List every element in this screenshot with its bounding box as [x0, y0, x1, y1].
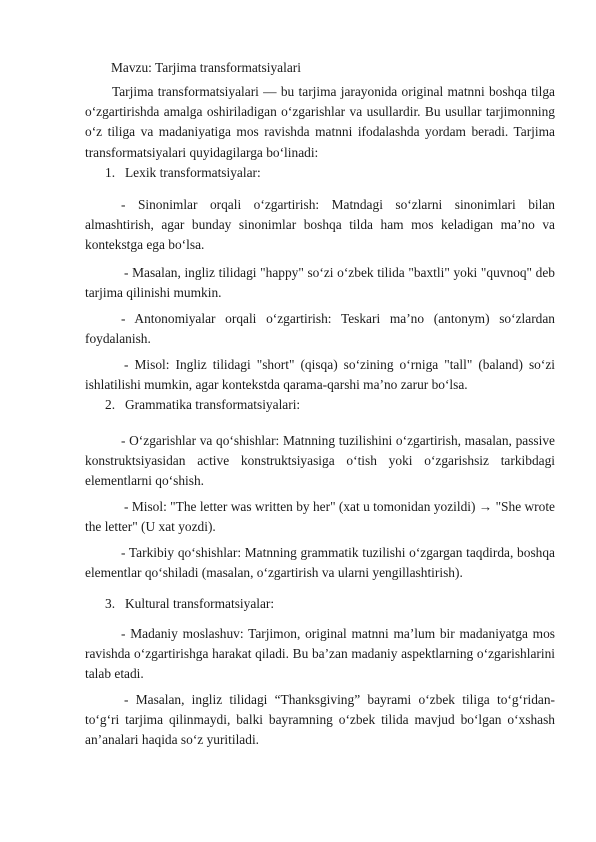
- section-heading-cultural: [105, 594, 274, 614]
- page-title: Mavzu: Tarjima transformatsiyalari: [111, 60, 301, 75]
- section-heading-text: Kultural transformatsiyalar:: [125, 596, 275, 611]
- section-heading-lexical: [105, 163, 261, 183]
- section-heading-grammar: [105, 395, 300, 415]
- section-number: 1.: [105, 165, 116, 180]
- section-number: 2.: [105, 397, 116, 412]
- section-heading-text: Grammatika transformatsiyalari:: [125, 397, 301, 412]
- example-synonyms: - Masalan, ingliz tilidagi "happy" so‘zi o‘zbek tilida "baxtli" yoki "quvnoq" deb tarjima qilinishi mumkin.: [85, 265, 555, 301]
- example-antonyms: - Misol: Ingliz tilidagi "short" (qisqa) so‘zining o‘rniga "tall" (baland) so‘zi ishlatilishi mumkin, agar kontekstda qarama-qarshi ma’no zarur bo‘lsa.: [85, 357, 555, 393]
- list-item-changes-additions: - O‘zgarishlar va qo‘shishlar: Matnning tuzilishini o‘zgartirish, masalan, passive konstruktsiyasidan active konstruktsiyasiga o‘tish yoki o‘zgarishsiz tarkibdagi elementlarni qo‘shish.: [85, 433, 555, 489]
- list-item-synonyms: - Sinonimlar orqali o‘zgartirish: Matndagi so‘zlarni sinonimlari bilan almashtirish, agar bunday sinonimlar boshqa tilda ham mos keladigan ma’no va kontekstga ega bo‘lsa.: [85, 197, 555, 253]
- list-item-structural-additions: - Tarkibiy qo‘shishlar: Matnning grammatik tuzilishi o‘zgargan taqdirda, boshqa elementlar qo‘shiladi (masalan, o‘zgartirish va ularni yengillashtirish).: [85, 545, 555, 581]
- list-item-cultural-adaptation: - Madaniy moslashuv: Tarjimon, original matnni ma’lum bir madaniyatga mos ravishda o‘zgartirishga harakat qiladi. Bu ba’zan madaniy aspektlarning o‘zgarishlarini talab etadi.: [85, 626, 555, 682]
- example-thanksgiving: - Masalan, ingliz tilidagi “Thanksgiving” bayrami o‘zbek tiliga to‘g‘ridan-to‘g‘ri tarjima qilinmaydi, balki bayramning o‘zbek tilida mavjud bo‘lgan o‘xshash an’analari haqida so‘z yuritiladi.: [85, 692, 555, 748]
- example-passive-active: - Misol: "The letter was written by her" (xat u tomonidan yozildi) → "She wrote the letter" (U xat yozdi).: [85, 499, 555, 535]
- section-number: 3.: [105, 596, 116, 611]
- section-heading-text: Lexik transformatsiyalar:: [125, 165, 261, 180]
- list-item-antonyms: - Antonomiyalar orqali o‘zgartirish: Teskari ma’no (antonym) so‘zlardan foydalanish.: [85, 311, 555, 347]
- intro-paragraph: Tarjima transformatsiyalari — bu tarjima jarayonida original matnni boshqa tilga o‘zgartirishda amalga oshiriladigan o‘zgarishlar va usullardir. Bu usullar tarjimonning o‘z tiliga va madaniyatiga mos ravishda matnni ifodalashda yordam beradi. Tarjima transformatsiyalari quyidagilarga bo‘linadi:: [85, 84, 555, 160]
